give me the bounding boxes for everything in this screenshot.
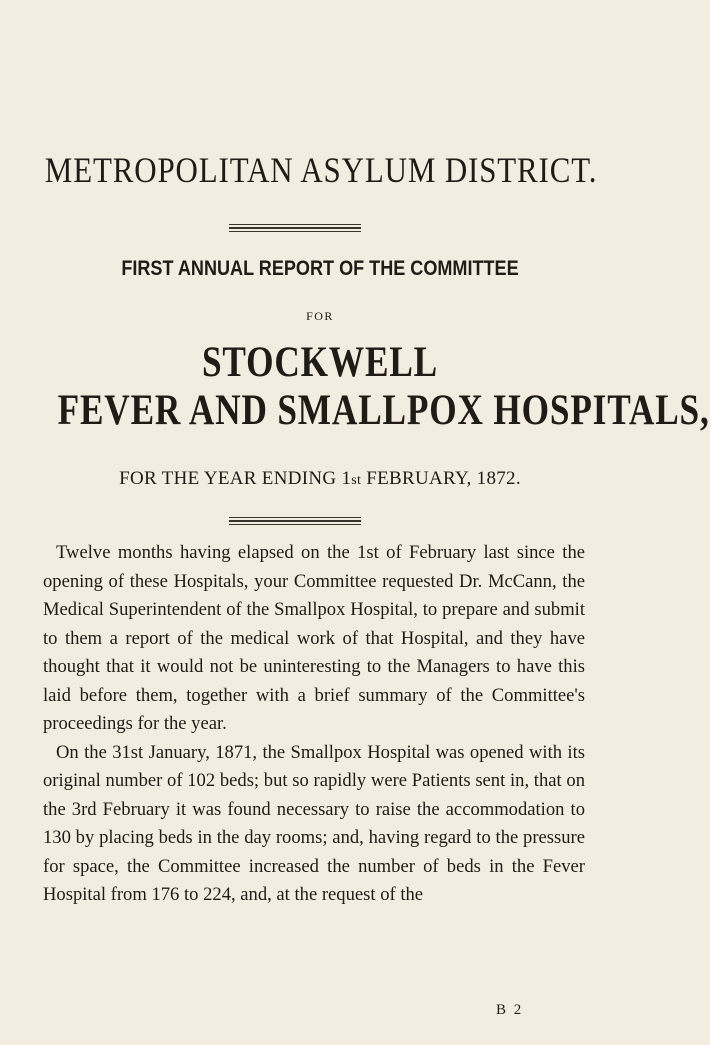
paragraph-2: On the 31st January, 1871, the Smallpox Hospital was opened with its original number of 102 beds; but so rapidly were Patients sent in, that on the 3rd February it was found necessary to raise the accommodation to 130 by placing beds in the day rooms; and, having regard to the pressure for space, the Committee increased the number of beds in the Fever Hospital from 176 to 224, and, at the request of the — [43, 741, 585, 905]
title-rule — [229, 224, 361, 234]
hospital-name-line-1: STOCKWELL — [201, 339, 439, 386]
year-ending-line — [0, 466, 640, 494]
section-rule — [229, 517, 361, 527]
year-line-suffix: FEBRUARY, 1872. — [361, 468, 521, 489]
signature-mark: B 2 — [496, 1002, 524, 1018]
report-body — [43, 539, 585, 910]
for-label: FOR — [306, 309, 334, 323]
year-line-prefix: FOR THE YEAR ENDING 1 — [119, 468, 352, 489]
year-line-superscript: st — [351, 473, 362, 488]
document-title: METROPOLITAN ASYLUM DISTRICT. — [44, 150, 598, 190]
hospital-name-line-2: FEVER AND SMALLPOX HOSPITALS, — [57, 387, 710, 434]
report-subtitle: FIRST ANNUAL REPORT OF THE COMMITTEE — [121, 257, 519, 280]
paragraph-1: Twelve months having elapsed on the 1st of February last since the opening of these Hospitals, your Committee requested Dr. McCann, the Medical Superintendent of the Smallpox Hospital, to prepare and submit to them a report of the medical work of that Hospital, and they have thought that it would not be uninteresting to the Managers to have this laid before them, together with a brief summary of the Committee's proceedings for the year. — [43, 542, 585, 734]
